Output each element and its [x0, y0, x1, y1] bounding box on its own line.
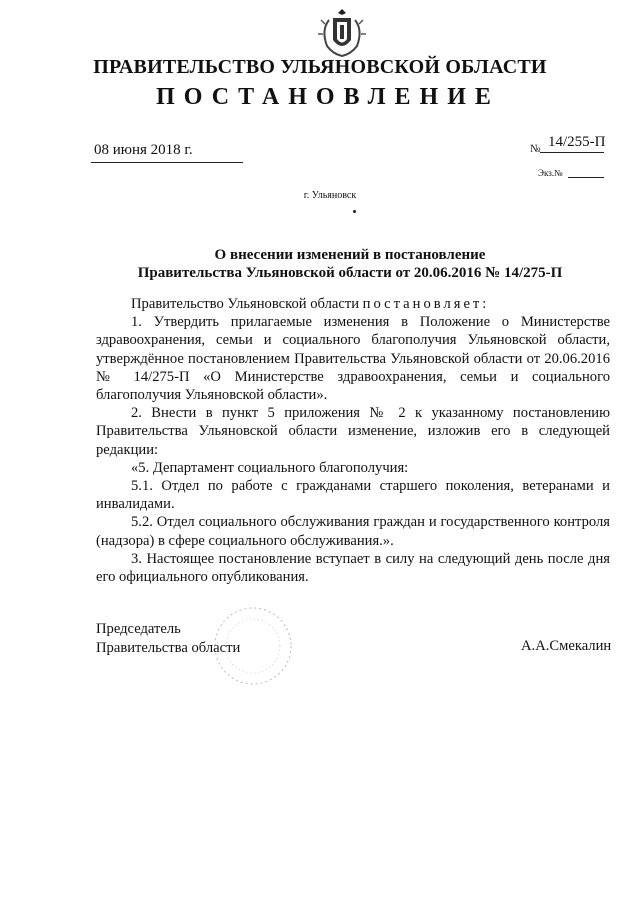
signatory-name: А.А.Смекалин: [521, 638, 612, 654]
date-underline: [91, 162, 243, 163]
paragraph-4: 5.1. Отдел по работе с гражданами старшего поколения, ветеранами и инвалидами.: [96, 478, 610, 513]
coat-of-arms-icon: [315, 6, 369, 60]
document-number: 14/255-П: [548, 134, 606, 150]
subject-line-1: О внесении изменений в постановление: [214, 247, 486, 263]
number-prefix: №: [530, 143, 541, 155]
copy-number-underline: [568, 177, 604, 178]
document-subject: [0, 246, 640, 282]
separator-dot: [353, 210, 356, 213]
paragraph-1: 1. Утвердить прилагаемые изменения в Положение о Министерстве здравоохранения, семьи и социального благополучия Ульяновской области, утверждённое постановлением Правительства Ульяновской области от 20.06.2016 № 14/275-П «О Министерстве здравоохранения, семьи и социального благополучия Ульяновской области».: [96, 314, 610, 404]
number-underline: [540, 152, 604, 153]
government-title: ПРАВИТЕЛЬСТВО УЛЬЯНОВСКОЙ ОБЛАСТИ: [93, 56, 547, 78]
copy-number-label: Экз.№: [538, 168, 563, 178]
document-type: ПОСТАНОВЛЕНИЕ: [156, 84, 500, 110]
paragraph-2: 2. Внести в пункт 5 приложения № 2 к указанному постановлению Правительства Ульяновской области изменение, изложив его в следующей редакции:: [96, 405, 610, 458]
preamble-text: Правительство Ульяновской области: [131, 296, 360, 312]
preamble: [96, 295, 610, 313]
paragraph-5: 5.2. Отдел социального обслуживания граждан и государственного контроля (надзора) в сфере социального обслуживания.».: [96, 514, 610, 549]
subject-line-2: Правительства Ульяновской области от 20.06.2016 № 14/275-П: [137, 265, 563, 281]
document-body: [96, 295, 610, 586]
signatory-title-line-2: Правительства области: [96, 639, 241, 656]
preamble-verb: постановляет:: [362, 296, 490, 312]
paragraph-6: 3. Настоящее постановление вступает в силу на следующий день после дня его официального опубликования.: [96, 550, 610, 586]
paragraph-3: «5. Департамент социального благополучия:: [131, 459, 409, 476]
city: г. Ульяновск: [303, 190, 357, 201]
signatory-title: [96, 620, 240, 657]
document-date: 08 июня 2018 г.: [94, 142, 193, 158]
signatory-title-line-1: Председатель: [96, 621, 181, 637]
